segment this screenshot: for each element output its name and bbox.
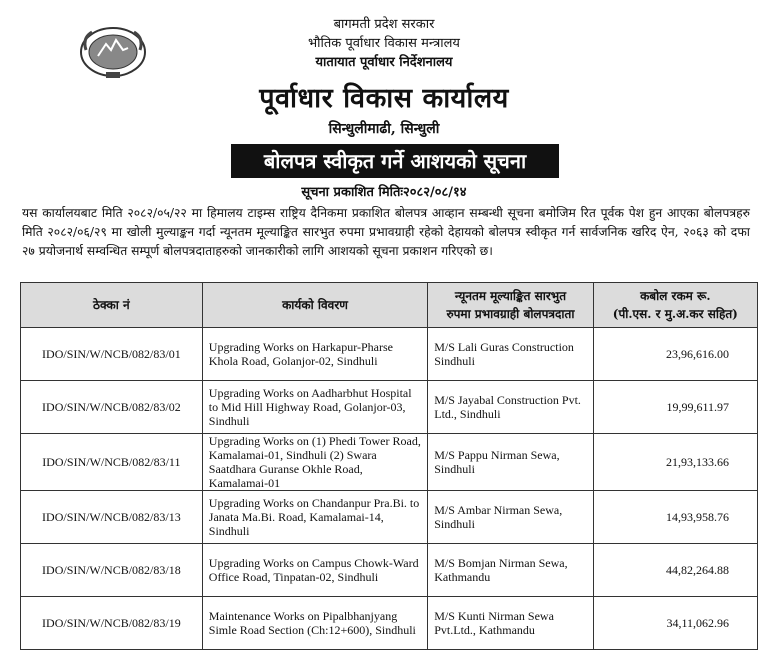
header-contract-no: ठेक्का नं [21,283,203,328]
directorate-name: यातायात पूर्वाधार निर्देशनालय [315,55,453,70]
work-description: Maintenance Works on Pipalbhanjyang Simle Road Section (Ch:12+600), Sindhuli [202,597,427,650]
header-amount-line2: (पी.एस. र मु.अ.कर सहित) [612,307,738,321]
office-location: सिन्धुलीमाढी, सिन्धुली [328,121,440,137]
table-header-row [21,283,758,328]
bid-amount: 21,93,133.66 [593,434,757,491]
contract-number: IDO/SIN/W/NCB/082/83/13 [21,491,203,544]
contract-number: IDO/SIN/W/NCB/082/83/01 [21,328,203,381]
bidder-name: M/S Lali Guras Construction Sindhuli [428,328,593,381]
office-name: पूर्वाधार विकास कार्यालय [259,83,509,114]
notice-title: बोलपत्र स्वीकृत गर्ने आशयको सूचना [231,144,559,178]
ministry-name: भौतिक पूर्वाधार विकास मन्त्रालय [308,36,460,51]
bid-amount: 34,11,062.96 [593,597,757,650]
bidder-name: M/S Kunti Nirman Sewa Pvt.Ltd., Kathmandu [428,597,593,650]
bidder-name: M/S Bomjan Nirman Sewa, Kathmandu [428,544,593,597]
bidder-name: M/S Jayabal Construction Pvt. Ltd., Sindhuli [428,381,593,434]
table-row [21,491,758,544]
award-table [20,282,758,650]
table-row [21,434,758,491]
table-row [21,544,758,597]
table-row [21,381,758,434]
header-bidder [428,283,593,328]
bid-amount: 14,93,958.76 [593,491,757,544]
bid-amount: 23,96,616.00 [593,328,757,381]
work-description: Upgrading Works on (1) Phedi Tower Road, Kamalamai-01, Sindhuli (2) Swara Saatdhara Guranse Okhle Road, Kamalamai-01 [202,434,427,491]
province-name: बागमती प्रदेश सरकार [333,17,435,32]
bidder-name: M/S Pappu Nirman Sewa, Sindhuli [428,434,593,491]
work-description: Upgrading Works on Campus Chowk-Ward Office Road, Tinpatan-02, Sindhuli [202,544,427,597]
publish-date: सूचना प्रकाशित मितिः२०८२/०८/१४ [301,185,467,200]
bid-amount: 44,82,264.88 [593,544,757,597]
work-description: Upgrading Works on Harkapur-Pharse Khola Road, Golanjor-02, Sindhuli [202,328,427,381]
table-row [21,328,758,381]
table-row [21,597,758,650]
header-description: कार्यको विवरण [202,283,427,328]
header-bidder-line2: रुपमा प्रभावग्राही बोलपत्रदाता [446,307,575,321]
contract-number: IDO/SIN/W/NCB/082/83/02 [21,381,203,434]
contract-number: IDO/SIN/W/NCB/082/83/19 [21,597,203,650]
contract-number: IDO/SIN/W/NCB/082/83/18 [21,544,203,597]
header-amount-line1: कबोल रकम रू. [640,289,711,303]
bid-amount: 19,99,611.97 [593,381,757,434]
notice-body: यस कार्यालयबाट मिति २०८२/०५/२२ मा हिमालय टाइम्स राष्ट्रिय दैनिकमा प्रकाशित बोलपत्र आव्हान सम्बन्धी सूचना बमोजिम रित पूर्वक पेश हुन आएका बोलपत्रहरु मिति २०८२/०६/२९ मा खोली मुल्याङ्कन गर्दा न्यूनतम मूल्याङ्कित सारभुत रुपमा प्रभावग्राही रहेको देहायको बोलपत्र स्वीकृत गर्न सार्वजनिक खरिद ऐन, २०६३ को दफा २७ प्रयोजनार्थ सम्वन्धित सम्पूर्ण बोलपत्रदाताहरुको जानकारीको लागि आशयको सूचना प्रकाशन गरिएको छ। [22,206,750,258]
contract-number: IDO/SIN/W/NCB/082/83/11 [21,434,203,491]
work-description: Upgrading Works on Chandanpur Pra.Bi. to Janata Ma.Bi. Road, Kamalamai-14, Sindhuli [202,491,427,544]
header-amount [593,283,757,328]
work-description: Upgrading Works on Aadharbhut Hospital to Mid Hill Highway Road, Golanjor-03, Sindhuli [202,381,427,434]
bidder-name: M/S Ambar Nirman Sewa, Sindhuli [428,491,593,544]
header-bidder-line1: न्यूनतम मूल्याङ्कित सारभुत [454,289,567,303]
